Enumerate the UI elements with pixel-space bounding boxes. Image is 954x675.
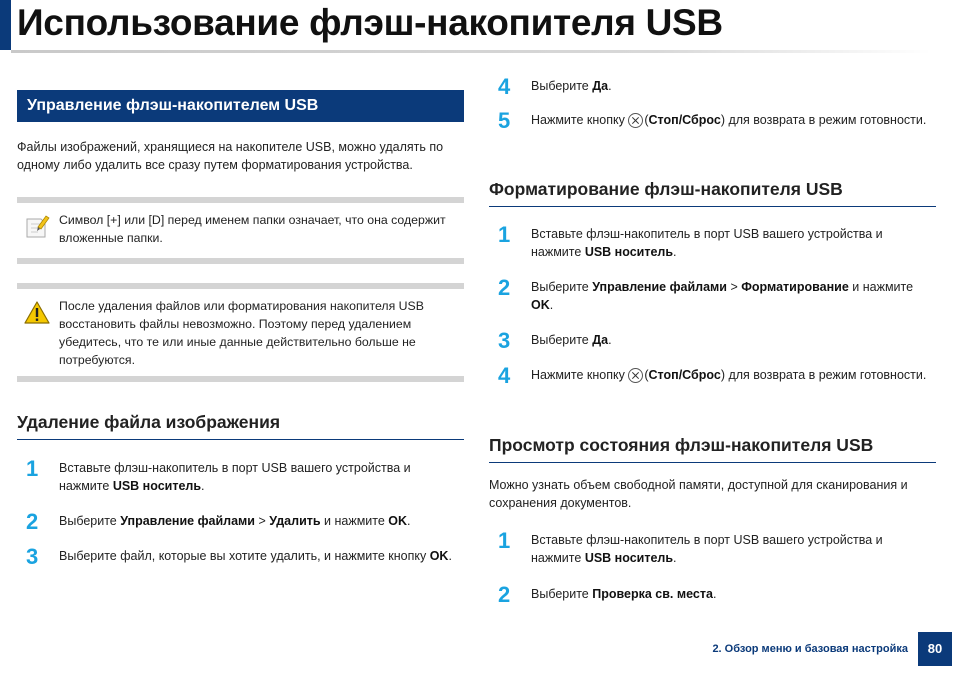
step-text: Выберите Проверка св. места. [531,587,717,601]
step-number: 1 [26,456,39,481]
step-text: Выберите файл, которые вы хотите удалить, и нажмите кнопку OK. [59,549,452,563]
step-number: 1 [498,222,511,247]
step-number: 3 [26,544,39,569]
step-text: Выберите Управление файлами > Форматирование и нажмите OK. [531,280,914,312]
status-heading: Просмотр состояния флэш-накопителя USB [489,434,936,463]
title-divider [11,50,931,53]
step-number: 4 [498,363,511,388]
intro-paragraph: Файлы изображений, хранящиеся на накопителе USB, можно удалять по одному либо удалить все сразу путем форматирования устройства. [17,140,444,172]
memo-pencil-icon [23,213,51,241]
step-number: 4 [498,74,511,99]
step-number: 2 [498,582,511,607]
step-text: Выберите Да. [531,333,612,347]
step-number: 2 [498,275,511,300]
section-banner: Управление флэш-накопителем USB [17,90,464,122]
step-text: Вставьте флэш-накопитель в порт USB вашего устройства и нажмите USB носитель. [531,227,883,259]
stop-reset-icon [628,368,643,383]
memo-note-text: Символ [+] или [D] перед именем папки означает, что она содержит вложенные папки. [59,213,446,245]
step-text: Вставьте флэш-накопитель в порт USB вашего устройства и нажмите USB носитель. [59,461,411,493]
step-text: Нажмите кнопку (Стоп/Сброс) для возврата в режим готовности. [531,368,927,382]
step-text: Выберите Да. [531,79,612,93]
step-text: Нажмите кнопку (Стоп/Сброс) для возврата в режим готовности. [531,113,927,127]
memo-note [17,197,464,264]
step-text: Вставьте флэш-накопитель в порт USB вашего устройства и нажмите USB носитель. [531,533,883,565]
warning-triangle-icon [23,299,51,327]
step-number: 5 [498,108,511,133]
status-intro: Можно узнать объем свободной памяти, доступной для сканирования и сохранения документов. [489,478,908,510]
step-number: 1 [498,528,511,553]
warning-note [17,283,464,382]
warning-note-text: После удаления файлов или форматирования накопителя USB восстановить файлы невозможно. Поэтому перед удалением убедитесь, что те или иные данные действительно больше не потребуются. [59,299,424,367]
stop-reset-icon [628,113,643,128]
step-number: 2 [26,509,39,534]
page-title: Использование флэш-накопителя USB [17,2,723,43]
delete-heading: Удаление файла изображения [17,411,464,440]
format-heading: Форматирование флэш-накопителя USB [489,178,936,207]
footer-chapter-link[interactable]: 2. Обзор меню и базовая настройка [712,643,908,655]
step-number: 3 [498,328,511,353]
title-accent-bar [0,0,11,50]
page-number: 80 [918,632,952,666]
step-text: Выберите Управление файлами > Удалить и нажмите OK. [59,514,411,528]
